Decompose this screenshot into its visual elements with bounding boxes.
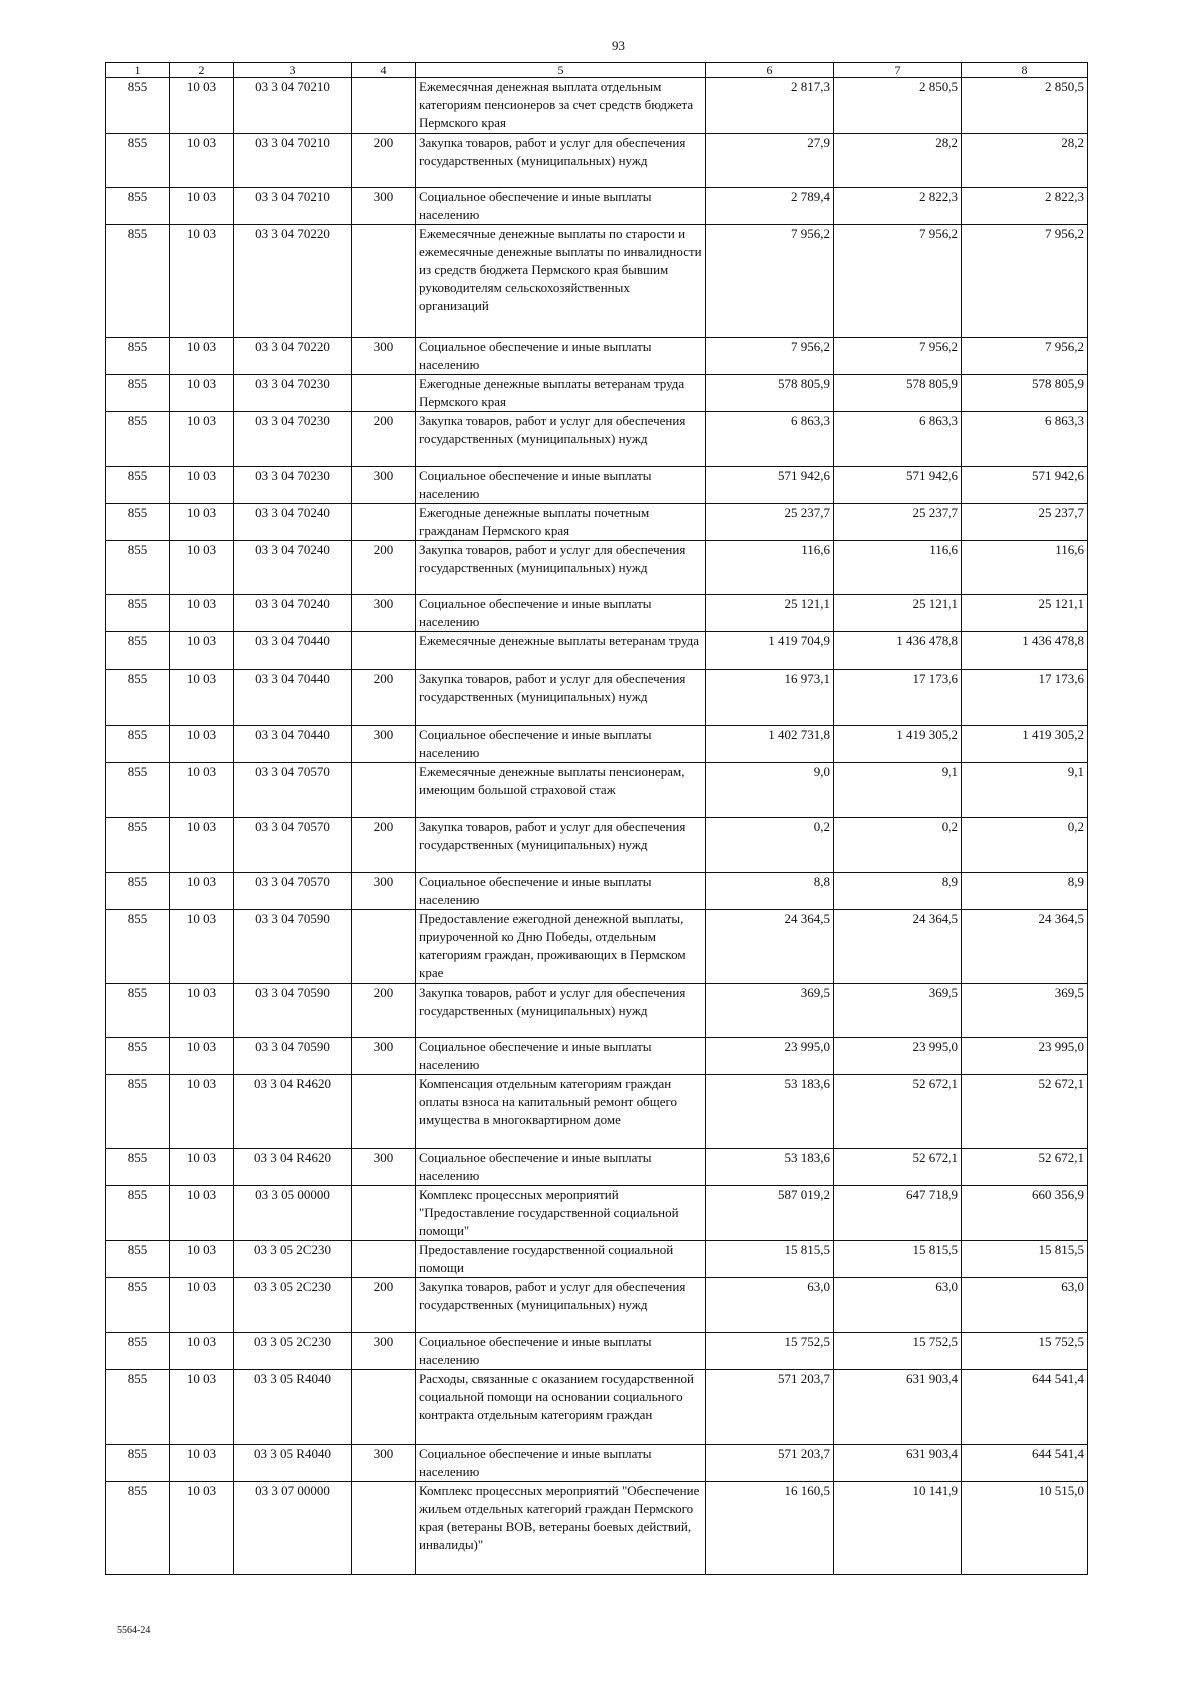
table-row xyxy=(106,763,1088,818)
table-row xyxy=(106,818,1088,873)
cell-target-article: 03 3 04 70440 xyxy=(234,670,352,726)
col-header-3: 3 xyxy=(234,63,352,78)
cell-org-code: 855 xyxy=(106,225,170,338)
cell-section-code: 10 03 xyxy=(170,134,234,188)
cell-amount-year-2: 578 805,9 xyxy=(834,375,962,412)
cell-amount-year-3: 116,6 xyxy=(962,541,1088,595)
cell-section-code: 10 03 xyxy=(170,412,234,467)
cell-amount-year-1: 587 019,2 xyxy=(706,1186,834,1241)
cell-description: Социальное обеспечение и иные выплаты населению xyxy=(416,873,706,910)
table-row xyxy=(106,1333,1088,1370)
cell-amount-year-1: 7 956,2 xyxy=(706,225,834,338)
cell-description: Социальное обеспечение и иные выплаты населению xyxy=(416,726,706,763)
cell-description: Закупка товаров, работ и услуг для обеспечения государственных (муниципальных) нужд xyxy=(416,134,706,188)
cell-description: Ежемесячные денежные выплаты по старости и ежемесячные денежные выплаты по инвалидности из средств бюджета Пермского края бывшим руководителям сельскохозяйственных организаций xyxy=(416,225,706,338)
table-row xyxy=(106,467,1088,504)
table-row xyxy=(106,595,1088,632)
cell-amount-year-1: 571 942,6 xyxy=(706,467,834,504)
cell-amount-year-1: 23 995,0 xyxy=(706,1038,834,1075)
cell-amount-year-3: 578 805,9 xyxy=(962,375,1088,412)
col-header-1: 1 xyxy=(106,63,170,78)
cell-expense-type xyxy=(352,1241,416,1278)
cell-amount-year-3: 644 541,4 xyxy=(962,1370,1088,1445)
cell-description: Закупка товаров, работ и услуг для обеспечения государственных (муниципальных) нужд xyxy=(416,670,706,726)
cell-amount-year-2: 1 436 478,8 xyxy=(834,632,962,670)
cell-expense-type: 300 xyxy=(352,1333,416,1370)
cell-expense-type xyxy=(352,1482,416,1575)
cell-amount-year-3: 52 672,1 xyxy=(962,1075,1088,1149)
cell-expense-type xyxy=(352,225,416,338)
cell-amount-year-1: 571 203,7 xyxy=(706,1445,834,1482)
cell-amount-year-2: 571 942,6 xyxy=(834,467,962,504)
table-row xyxy=(106,188,1088,225)
table-row xyxy=(106,225,1088,338)
cell-org-code: 855 xyxy=(106,1075,170,1149)
cell-org-code: 855 xyxy=(106,1445,170,1482)
cell-target-article: 03 3 04 70240 xyxy=(234,504,352,541)
cell-description: Компенсация отдельным категориям граждан оплаты взноса на капитальный ремонт общего имущества в многоквартирном доме xyxy=(416,1075,706,1149)
table-row xyxy=(106,541,1088,595)
cell-amount-year-3: 23 995,0 xyxy=(962,1038,1088,1075)
cell-amount-year-2: 25 121,1 xyxy=(834,595,962,632)
cell-org-code: 855 xyxy=(106,134,170,188)
cell-amount-year-3: 0,2 xyxy=(962,818,1088,873)
cell-org-code: 855 xyxy=(106,375,170,412)
cell-description: Ежемесячная денежная выплата отдельным категориям пенсионеров за счет средств бюджета Пермского края xyxy=(416,78,706,134)
cell-description: Предоставление ежегодной денежной выплаты, приуроченной ко Дню Победы, отдельным категориям граждан, проживающих в Пермском крае xyxy=(416,910,706,984)
cell-amount-year-3: 1 436 478,8 xyxy=(962,632,1088,670)
cell-description: Закупка товаров, работ и услуг для обеспечения государственных (муниципальных) нужд xyxy=(416,1278,706,1333)
cell-section-code: 10 03 xyxy=(170,1278,234,1333)
table-row xyxy=(106,632,1088,670)
cell-amount-year-3: 10 515,0 xyxy=(962,1482,1088,1575)
cell-description: Предоставление государственной социальной помощи xyxy=(416,1241,706,1278)
cell-expense-type: 300 xyxy=(352,726,416,763)
cell-expense-type xyxy=(352,910,416,984)
cell-amount-year-1: 24 364,5 xyxy=(706,910,834,984)
table-row xyxy=(106,1241,1088,1278)
cell-target-article: 03 3 04 70570 xyxy=(234,763,352,818)
cell-amount-year-3: 9,1 xyxy=(962,763,1088,818)
cell-target-article: 03 3 04 70220 xyxy=(234,338,352,375)
cell-amount-year-2: 7 956,2 xyxy=(834,338,962,375)
cell-org-code: 855 xyxy=(106,541,170,595)
cell-target-article: 03 3 04 R4620 xyxy=(234,1075,352,1149)
cell-amount-year-2: 52 672,1 xyxy=(834,1149,962,1186)
cell-amount-year-3: 52 672,1 xyxy=(962,1149,1088,1186)
page-number: 93 xyxy=(612,38,625,53)
budget-table xyxy=(105,62,1088,1575)
cell-description: Закупка товаров, работ и услуг для обеспечения государственных (муниципальных) нужд xyxy=(416,541,706,595)
cell-amount-year-1: 116,6 xyxy=(706,541,834,595)
cell-org-code: 855 xyxy=(106,1038,170,1075)
cell-org-code: 855 xyxy=(106,632,170,670)
document-code: 5564-24 xyxy=(117,1625,151,1636)
cell-amount-year-2: 2 850,5 xyxy=(834,78,962,134)
cell-expense-type: 300 xyxy=(352,338,416,375)
cell-org-code: 855 xyxy=(106,763,170,818)
cell-target-article: 03 3 04 70230 xyxy=(234,467,352,504)
cell-amount-year-1: 25 121,1 xyxy=(706,595,834,632)
table-row xyxy=(106,1482,1088,1575)
cell-amount-year-2: 23 995,0 xyxy=(834,1038,962,1075)
cell-description: Закупка товаров, работ и услуг для обеспечения государственных (муниципальных) нужд xyxy=(416,984,706,1038)
cell-description: Социальное обеспечение и иные выплаты населению xyxy=(416,1149,706,1186)
cell-expense-type: 300 xyxy=(352,1445,416,1482)
cell-amount-year-2: 9,1 xyxy=(834,763,962,818)
cell-amount-year-2: 63,0 xyxy=(834,1278,962,1333)
cell-section-code: 10 03 xyxy=(170,338,234,375)
cell-amount-year-2: 28,2 xyxy=(834,134,962,188)
cell-target-article: 03 3 05 2С230 xyxy=(234,1333,352,1370)
cell-target-article: 03 3 05 R4040 xyxy=(234,1370,352,1445)
cell-org-code: 855 xyxy=(106,1149,170,1186)
cell-org-code: 855 xyxy=(106,1241,170,1278)
cell-target-article: 03 3 04 70230 xyxy=(234,412,352,467)
cell-section-code: 10 03 xyxy=(170,467,234,504)
cell-org-code: 855 xyxy=(106,1186,170,1241)
cell-target-article: 03 3 04 70440 xyxy=(234,726,352,763)
cell-amount-year-2: 10 141,9 xyxy=(834,1482,962,1575)
cell-amount-year-2: 15 815,5 xyxy=(834,1241,962,1278)
cell-expense-type: 200 xyxy=(352,412,416,467)
cell-amount-year-3: 644 541,4 xyxy=(962,1445,1088,1482)
cell-section-code: 10 03 xyxy=(170,818,234,873)
cell-amount-year-3: 2 850,5 xyxy=(962,78,1088,134)
cell-section-code: 10 03 xyxy=(170,984,234,1038)
table-row xyxy=(106,984,1088,1038)
cell-section-code: 10 03 xyxy=(170,78,234,134)
table-row xyxy=(106,670,1088,726)
cell-expense-type: 200 xyxy=(352,818,416,873)
cell-description: Ежемесячные денежные выплаты пенсионерам, имеющим большой страховой стаж xyxy=(416,763,706,818)
cell-expense-type: 300 xyxy=(352,595,416,632)
cell-amount-year-3: 17 173,6 xyxy=(962,670,1088,726)
cell-expense-type: 200 xyxy=(352,134,416,188)
cell-amount-year-2: 1 419 305,2 xyxy=(834,726,962,763)
cell-amount-year-1: 25 237,7 xyxy=(706,504,834,541)
cell-description: Комплекс процессных мероприятий "Обеспечение жильем отдельных категорий граждан Пермского края (ветераны ВОВ, ветераны боевых действий, инвалиды)" xyxy=(416,1482,706,1575)
cell-section-code: 10 03 xyxy=(170,504,234,541)
cell-amount-year-3: 25 237,7 xyxy=(962,504,1088,541)
cell-section-code: 10 03 xyxy=(170,1186,234,1241)
cell-amount-year-3: 369,5 xyxy=(962,984,1088,1038)
cell-target-article: 03 3 04 70590 xyxy=(234,1038,352,1075)
cell-org-code: 855 xyxy=(106,1278,170,1333)
cell-amount-year-3: 63,0 xyxy=(962,1278,1088,1333)
cell-org-code: 855 xyxy=(106,412,170,467)
cell-amount-year-2: 52 672,1 xyxy=(834,1075,962,1149)
cell-section-code: 10 03 xyxy=(170,1149,234,1186)
cell-section-code: 10 03 xyxy=(170,632,234,670)
cell-target-article: 03 3 04 70590 xyxy=(234,910,352,984)
cell-amount-year-3: 15 752,5 xyxy=(962,1333,1088,1370)
cell-target-article: 03 3 04 70210 xyxy=(234,188,352,225)
cell-section-code: 10 03 xyxy=(170,1333,234,1370)
cell-amount-year-1: 7 956,2 xyxy=(706,338,834,375)
cell-target-article: 03 3 04 70570 xyxy=(234,873,352,910)
cell-amount-year-1: 1 419 704,9 xyxy=(706,632,834,670)
cell-target-article: 03 3 04 70570 xyxy=(234,818,352,873)
cell-amount-year-3: 15 815,5 xyxy=(962,1241,1088,1278)
cell-section-code: 10 03 xyxy=(170,1370,234,1445)
col-header-5: 5 xyxy=(416,63,706,78)
cell-amount-year-2: 8,9 xyxy=(834,873,962,910)
cell-description: Закупка товаров, работ и услуг для обеспечения государственных (муниципальных) нужд xyxy=(416,412,706,467)
cell-amount-year-2: 0,2 xyxy=(834,818,962,873)
cell-target-article: 03 3 04 70210 xyxy=(234,78,352,134)
cell-section-code: 10 03 xyxy=(170,375,234,412)
cell-amount-year-2: 17 173,6 xyxy=(834,670,962,726)
cell-amount-year-2: 369,5 xyxy=(834,984,962,1038)
cell-expense-type xyxy=(352,504,416,541)
cell-amount-year-1: 27,9 xyxy=(706,134,834,188)
col-header-8: 8 xyxy=(962,63,1088,78)
cell-org-code: 855 xyxy=(106,504,170,541)
cell-section-code: 10 03 xyxy=(170,225,234,338)
cell-amount-year-2: 6 863,3 xyxy=(834,412,962,467)
cell-expense-type xyxy=(352,1186,416,1241)
cell-section-code: 10 03 xyxy=(170,1482,234,1575)
table-row xyxy=(106,1075,1088,1149)
col-header-6: 6 xyxy=(706,63,834,78)
cell-org-code: 855 xyxy=(106,873,170,910)
cell-target-article: 03 3 05 00000 xyxy=(234,1186,352,1241)
cell-target-article: 03 3 04 70230 xyxy=(234,375,352,412)
cell-amount-year-1: 53 183,6 xyxy=(706,1075,834,1149)
cell-section-code: 10 03 xyxy=(170,188,234,225)
cell-amount-year-1: 1 402 731,8 xyxy=(706,726,834,763)
cell-org-code: 855 xyxy=(106,1370,170,1445)
cell-description: Расходы, связанные с оказанием государственной социальной помощи на основании социального контракта отдельным категориям граждан xyxy=(416,1370,706,1445)
table-row xyxy=(106,375,1088,412)
cell-amount-year-1: 15 815,5 xyxy=(706,1241,834,1278)
cell-org-code: 855 xyxy=(106,1482,170,1575)
cell-amount-year-2: 25 237,7 xyxy=(834,504,962,541)
cell-org-code: 855 xyxy=(106,670,170,726)
cell-description: Социальное обеспечение и иные выплаты населению xyxy=(416,188,706,225)
cell-amount-year-1: 2 817,3 xyxy=(706,78,834,134)
cell-org-code: 855 xyxy=(106,595,170,632)
cell-amount-year-1: 0,2 xyxy=(706,818,834,873)
cell-target-article: 03 3 05 2С230 xyxy=(234,1241,352,1278)
cell-amount-year-3: 7 956,2 xyxy=(962,225,1088,338)
header-row xyxy=(106,63,1088,78)
cell-section-code: 10 03 xyxy=(170,1241,234,1278)
cell-amount-year-3: 25 121,1 xyxy=(962,595,1088,632)
cell-org-code: 855 xyxy=(106,1333,170,1370)
cell-amount-year-3: 7 956,2 xyxy=(962,338,1088,375)
cell-section-code: 10 03 xyxy=(170,1445,234,1482)
cell-description: Социальное обеспечение и иные выплаты населению xyxy=(416,338,706,375)
cell-amount-year-2: 15 752,5 xyxy=(834,1333,962,1370)
cell-expense-type: 300 xyxy=(352,1149,416,1186)
cell-description: Социальное обеспечение и иные выплаты населению xyxy=(416,595,706,632)
cell-amount-year-1: 63,0 xyxy=(706,1278,834,1333)
cell-amount-year-3: 28,2 xyxy=(962,134,1088,188)
cell-org-code: 855 xyxy=(106,910,170,984)
cell-org-code: 855 xyxy=(106,984,170,1038)
table-row xyxy=(106,726,1088,763)
cell-amount-year-2: 631 903,4 xyxy=(834,1370,962,1445)
cell-amount-year-1: 16 973,1 xyxy=(706,670,834,726)
cell-amount-year-1: 369,5 xyxy=(706,984,834,1038)
cell-amount-year-3: 6 863,3 xyxy=(962,412,1088,467)
table-row xyxy=(106,1370,1088,1445)
cell-amount-year-2: 2 822,3 xyxy=(834,188,962,225)
cell-expense-type: 300 xyxy=(352,873,416,910)
cell-org-code: 855 xyxy=(106,467,170,504)
cell-amount-year-1: 53 183,6 xyxy=(706,1149,834,1186)
table-row xyxy=(106,412,1088,467)
cell-target-article: 03 3 04 70590 xyxy=(234,984,352,1038)
cell-org-code: 855 xyxy=(106,78,170,134)
cell-description: Ежемесячные денежные выплаты ветеранам труда xyxy=(416,632,706,670)
cell-amount-year-2: 631 903,4 xyxy=(834,1445,962,1482)
table-row xyxy=(106,134,1088,188)
cell-target-article: 03 3 04 70240 xyxy=(234,541,352,595)
cell-amount-year-1: 9,0 xyxy=(706,763,834,818)
table-row xyxy=(106,1186,1088,1241)
cell-expense-type: 300 xyxy=(352,1038,416,1075)
cell-section-code: 10 03 xyxy=(170,763,234,818)
cell-org-code: 855 xyxy=(106,188,170,225)
cell-section-code: 10 03 xyxy=(170,670,234,726)
cell-amount-year-2: 647 718,9 xyxy=(834,1186,962,1241)
cell-description: Ежегодные денежные выплаты ветеранам труда Пермского края xyxy=(416,375,706,412)
cell-amount-year-3: 8,9 xyxy=(962,873,1088,910)
cell-section-code: 10 03 xyxy=(170,726,234,763)
cell-section-code: 10 03 xyxy=(170,1038,234,1075)
cell-expense-type: 200 xyxy=(352,1278,416,1333)
cell-expense-type xyxy=(352,78,416,134)
cell-expense-type: 300 xyxy=(352,467,416,504)
cell-target-article: 03 3 04 R4620 xyxy=(234,1149,352,1186)
cell-expense-type xyxy=(352,632,416,670)
cell-description: Закупка товаров, работ и услуг для обеспечения государственных (муниципальных) нужд xyxy=(416,818,706,873)
cell-description: Ежегодные денежные выплаты почетным гражданам Пермского края xyxy=(416,504,706,541)
cell-target-article: 03 3 04 70210 xyxy=(234,134,352,188)
cell-section-code: 10 03 xyxy=(170,541,234,595)
cell-section-code: 10 03 xyxy=(170,595,234,632)
col-header-4: 4 xyxy=(352,63,416,78)
cell-target-article: 03 3 04 70240 xyxy=(234,595,352,632)
cell-expense-type: 200 xyxy=(352,541,416,595)
table-row xyxy=(106,873,1088,910)
cell-amount-year-1: 6 863,3 xyxy=(706,412,834,467)
cell-target-article: 03 3 05 2С230 xyxy=(234,1278,352,1333)
cell-expense-type: 200 xyxy=(352,670,416,726)
cell-org-code: 855 xyxy=(106,726,170,763)
cell-amount-year-2: 24 364,5 xyxy=(834,910,962,984)
cell-org-code: 855 xyxy=(106,818,170,873)
table-row xyxy=(106,1149,1088,1186)
cell-expense-type xyxy=(352,375,416,412)
cell-target-article: 03 3 04 70440 xyxy=(234,632,352,670)
cell-org-code: 855 xyxy=(106,338,170,375)
cell-amount-year-3: 660 356,9 xyxy=(962,1186,1088,1241)
cell-description: Социальное обеспечение и иные выплаты населению xyxy=(416,1445,706,1482)
cell-amount-year-2: 7 956,2 xyxy=(834,225,962,338)
table-row xyxy=(106,78,1088,134)
col-header-7: 7 xyxy=(834,63,962,78)
table-row xyxy=(106,1278,1088,1333)
cell-expense-type xyxy=(352,1370,416,1445)
table-row xyxy=(106,504,1088,541)
cell-expense-type: 300 xyxy=(352,188,416,225)
table-body xyxy=(106,78,1088,1575)
cell-amount-year-1: 8,8 xyxy=(706,873,834,910)
table-row xyxy=(106,338,1088,375)
cell-target-article: 03 3 05 R4040 xyxy=(234,1445,352,1482)
cell-expense-type xyxy=(352,1075,416,1149)
cell-description: Социальное обеспечение и иные выплаты населению xyxy=(416,467,706,504)
cell-target-article: 03 3 04 70220 xyxy=(234,225,352,338)
cell-expense-type xyxy=(352,763,416,818)
cell-expense-type: 200 xyxy=(352,984,416,1038)
cell-amount-year-1: 2 789,4 xyxy=(706,188,834,225)
cell-description: Социальное обеспечение и иные выплаты населению xyxy=(416,1038,706,1075)
table-row xyxy=(106,910,1088,984)
cell-amount-year-1: 571 203,7 xyxy=(706,1370,834,1445)
col-header-2: 2 xyxy=(170,63,234,78)
cell-amount-year-3: 24 364,5 xyxy=(962,910,1088,984)
cell-section-code: 10 03 xyxy=(170,873,234,910)
table-row xyxy=(106,1445,1088,1482)
cell-amount-year-2: 116,6 xyxy=(834,541,962,595)
cell-section-code: 10 03 xyxy=(170,1075,234,1149)
cell-amount-year-3: 2 822,3 xyxy=(962,188,1088,225)
table-row xyxy=(106,1038,1088,1075)
cell-target-article: 03 3 07 00000 xyxy=(234,1482,352,1575)
cell-amount-year-1: 578 805,9 xyxy=(706,375,834,412)
cell-section-code: 10 03 xyxy=(170,910,234,984)
cell-amount-year-3: 1 419 305,2 xyxy=(962,726,1088,763)
cell-amount-year-1: 16 160,5 xyxy=(706,1482,834,1575)
cell-description: Социальное обеспечение и иные выплаты населению xyxy=(416,1333,706,1370)
cell-amount-year-1: 15 752,5 xyxy=(706,1333,834,1370)
cell-description: Комплекс процессных мероприятий "Предоставление государственной социальной помощи" xyxy=(416,1186,706,1241)
cell-amount-year-3: 571 942,6 xyxy=(962,467,1088,504)
